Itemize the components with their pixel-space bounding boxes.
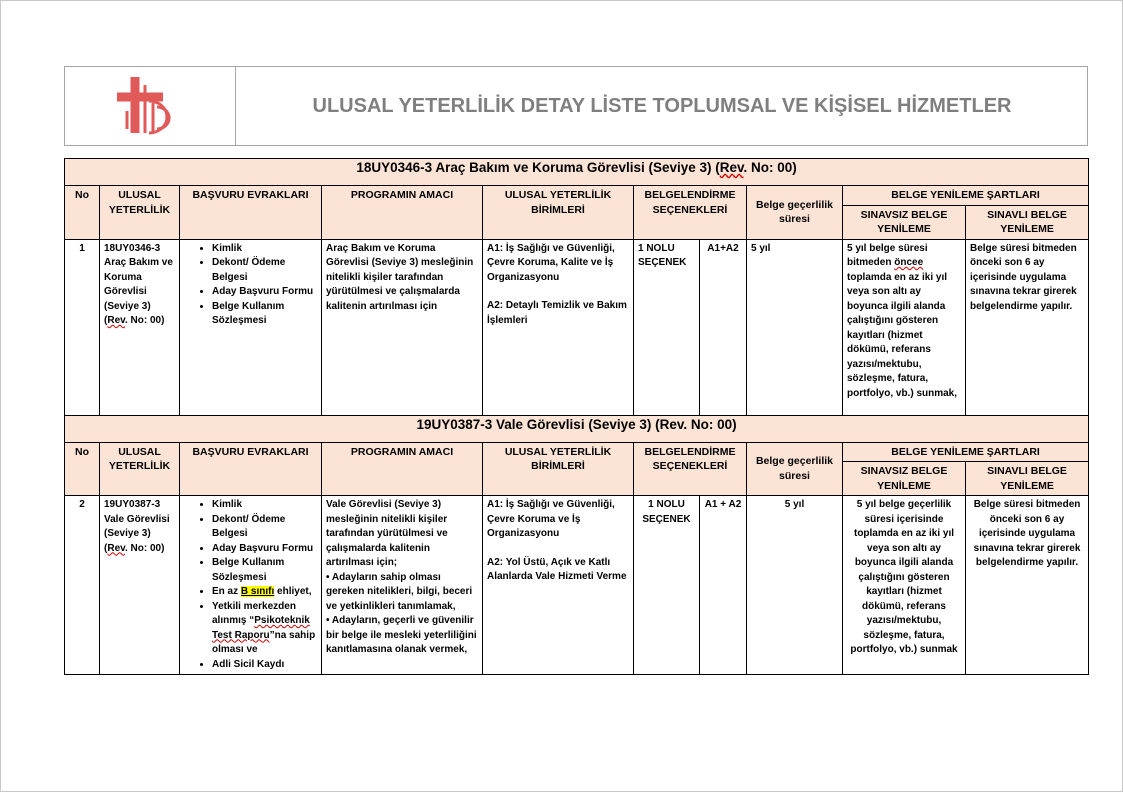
qualification-table [64,158,1089,675]
list-item: • Dekont/ Ödeme Belgesi [212,256,317,285]
validity-cell: 5 yıl [747,496,843,675]
col-header-sinavsiz: SINAVSIZ BELGE YENİLEME [843,205,966,239]
col-header-gecerlilik: Belge geçerlilik süresi [747,442,843,496]
documents-cell [180,239,322,415]
row-number: 2 [65,496,100,675]
renewal-no-exam: 5 yıl belge geçerlilik süresi içerisinde toplamda en az iki yıl veya son altı ay boyunca ilgili alanda çalıştığını gösteren kayıtları (hizmet dökümü, referans yazısı/mektubu, sözleşme, fatura, portfolyo, vb.) sunmak [843,496,966,675]
col-header-ulusal: ULUSAL YETERLİLİK [100,442,180,496]
table-row [65,496,1089,675]
logo-cell [65,67,236,145]
program-purpose: Araç Bakım ve Koruma Görevlisi (Seviye 3) mesleğinin nitelikli kişiler tarafından yürütülmesi ve çalışmalarda kalitenin artırılması için [322,239,483,415]
table-row [65,239,1089,415]
col-header-yenileme: BELGE YENİLEME ŞARTLARI [843,186,1089,206]
col-header-yenileme: BELGE YENİLEME ŞARTLARI [843,442,1089,462]
list-item: • En az B sınıfı ehliyet, [212,585,317,600]
program-purpose: Vale Görevlisi (Seviye 3) mesleğinin nitelikli kişiler tarafından yürütülmesi ve çalışmalarda kalitenin artırılması için; • Adayların sahip olması gereken nitelikleri, bilgi, beceri ve yetkinlikleri tanımlamak, • Adayların, geçerli ve güvenilir bir belge ile mesleki yeterliliğini kanıtlamasına olanak vermek, [322,496,483,675]
list-item: • Aday Başvuru Formu [212,542,317,557]
list-item: • Adli Sicil Kaydı [212,658,317,673]
document-title: ULUSAL YETERLİLİK DETAY LİSTE TOPLUMSAL VE KİŞİSEL HİZMETLER [312,95,1012,117]
row-number: 1 [65,239,100,415]
col-header-no: No [65,186,100,240]
qualification-cell: 19UY0387-3 Vale Görevlisi (Seviye 3) (Rev. No: 00) [100,496,180,675]
col-header-sinavsiz: SINAVSIZ BELGE YENİLEME [843,462,966,496]
section-title: 19UY0387-3 Vale Görevlisi (Seviye 3) (Rev. No: 00) [65,415,1089,442]
renewal-exam: Belge süresi bitmeden önceki son 6 ay içerisinde uygulama sınavına tekrar girerek belgelendirme yapılır. [966,239,1089,415]
list-item: • Kimlik [212,498,317,513]
col-header-amac: PROGRAMIN AMACI [322,186,483,240]
documents-cell [180,496,322,675]
validity-cell: 5 yıl [747,239,843,415]
col-header-gecerlilik: Belge geçerlilik süresi [747,186,843,240]
documents-list [184,498,317,672]
col-header-secenek: BELGELENDİRME SEÇENEKLERİ [634,186,747,240]
document-header [64,66,1088,146]
col-header-ulusal: ULUSAL YETERLİLİK [100,186,180,240]
list-item: • Yetkili merkezden alınmış “Psikoteknik Test Raporu”na sahip olması ve [212,600,317,658]
renewal-exam: Belge süresi bitmeden önceki son 6 ay içerisinde uygulama sınavına tekrar girerek belgelendirme yapılır. [966,496,1089,675]
tb-logo-icon [113,73,187,137]
documents-list [184,242,317,329]
list-item: • Belge Kullanım Sözleşmesi [212,556,317,585]
unit-set-cell: A1 + A2 [700,496,747,675]
option-cell: 1 NOLU SEÇENEK [634,496,700,675]
renewal-no-exam: 5 yıl belge süresi bitmeden öncee toplamda en az iki yıl veya son altı ay boyunca ilgili alanda çalıştığını gösteren kayıtları (hizmet dökümü, referans yazısı/mektubu, sözleşme, fatura, portfolyo, vb.) sunmak, [843,239,966,415]
units-cell: A1: İş Sağlığı ve Güvenliği, Çevre Koruma ve İş Organizasyonu A2: Yol Üstü, Açık ve Katlı Alanlarda Vale Hizmeti Verme [483,496,634,675]
col-header-basvuru: BAŞVURU EVRAKLARI [180,442,322,496]
section-title: 18UY0346-3 Araç Bakım ve Koruma Görevlisi (Seviye 3) (Rev. No: 00) [65,159,1089,186]
list-item: • Kimlik [212,242,317,257]
col-header-sinavli: SINAVLI BELGE YENİLEME [966,205,1089,239]
unit-set-cell: A1+A2 [700,239,747,415]
option-cell: 1 NOLU SEÇENEK [634,239,700,415]
units-cell: A1: İş Sağlığı ve Güvenliği, Çevre Koruma, Kalite ve İş Organizasyonu A2: Detaylı Temizlik ve Bakım İşlemleri [483,239,634,415]
col-header-birimler: ULUSAL YETERLİLİK BİRİMLERİ [483,442,634,496]
list-item: • Aday Başvuru Formu [212,285,317,300]
col-header-amac: PROGRAMIN AMACI [322,442,483,496]
list-item: • Belge Kullanım Sözleşmesi [212,300,317,329]
col-header-no: No [65,442,100,496]
col-header-basvuru: BAŞVURU EVRAKLARI [180,186,322,240]
qualification-cell: 18UY0346-3 Araç Bakım ve Koruma Görevlisi (Seviye 3) (Rev. No: 00) [100,239,180,415]
col-header-secenek: BELGELENDİRME SEÇENEKLERİ [634,442,747,496]
col-header-birimler: ULUSAL YETERLİLİK BİRİMLERİ [483,186,634,240]
col-header-sinavli: SINAVLI BELGE YENİLEME [966,462,1089,496]
list-item: • Dekont/ Ödeme Belgesi [212,513,317,542]
